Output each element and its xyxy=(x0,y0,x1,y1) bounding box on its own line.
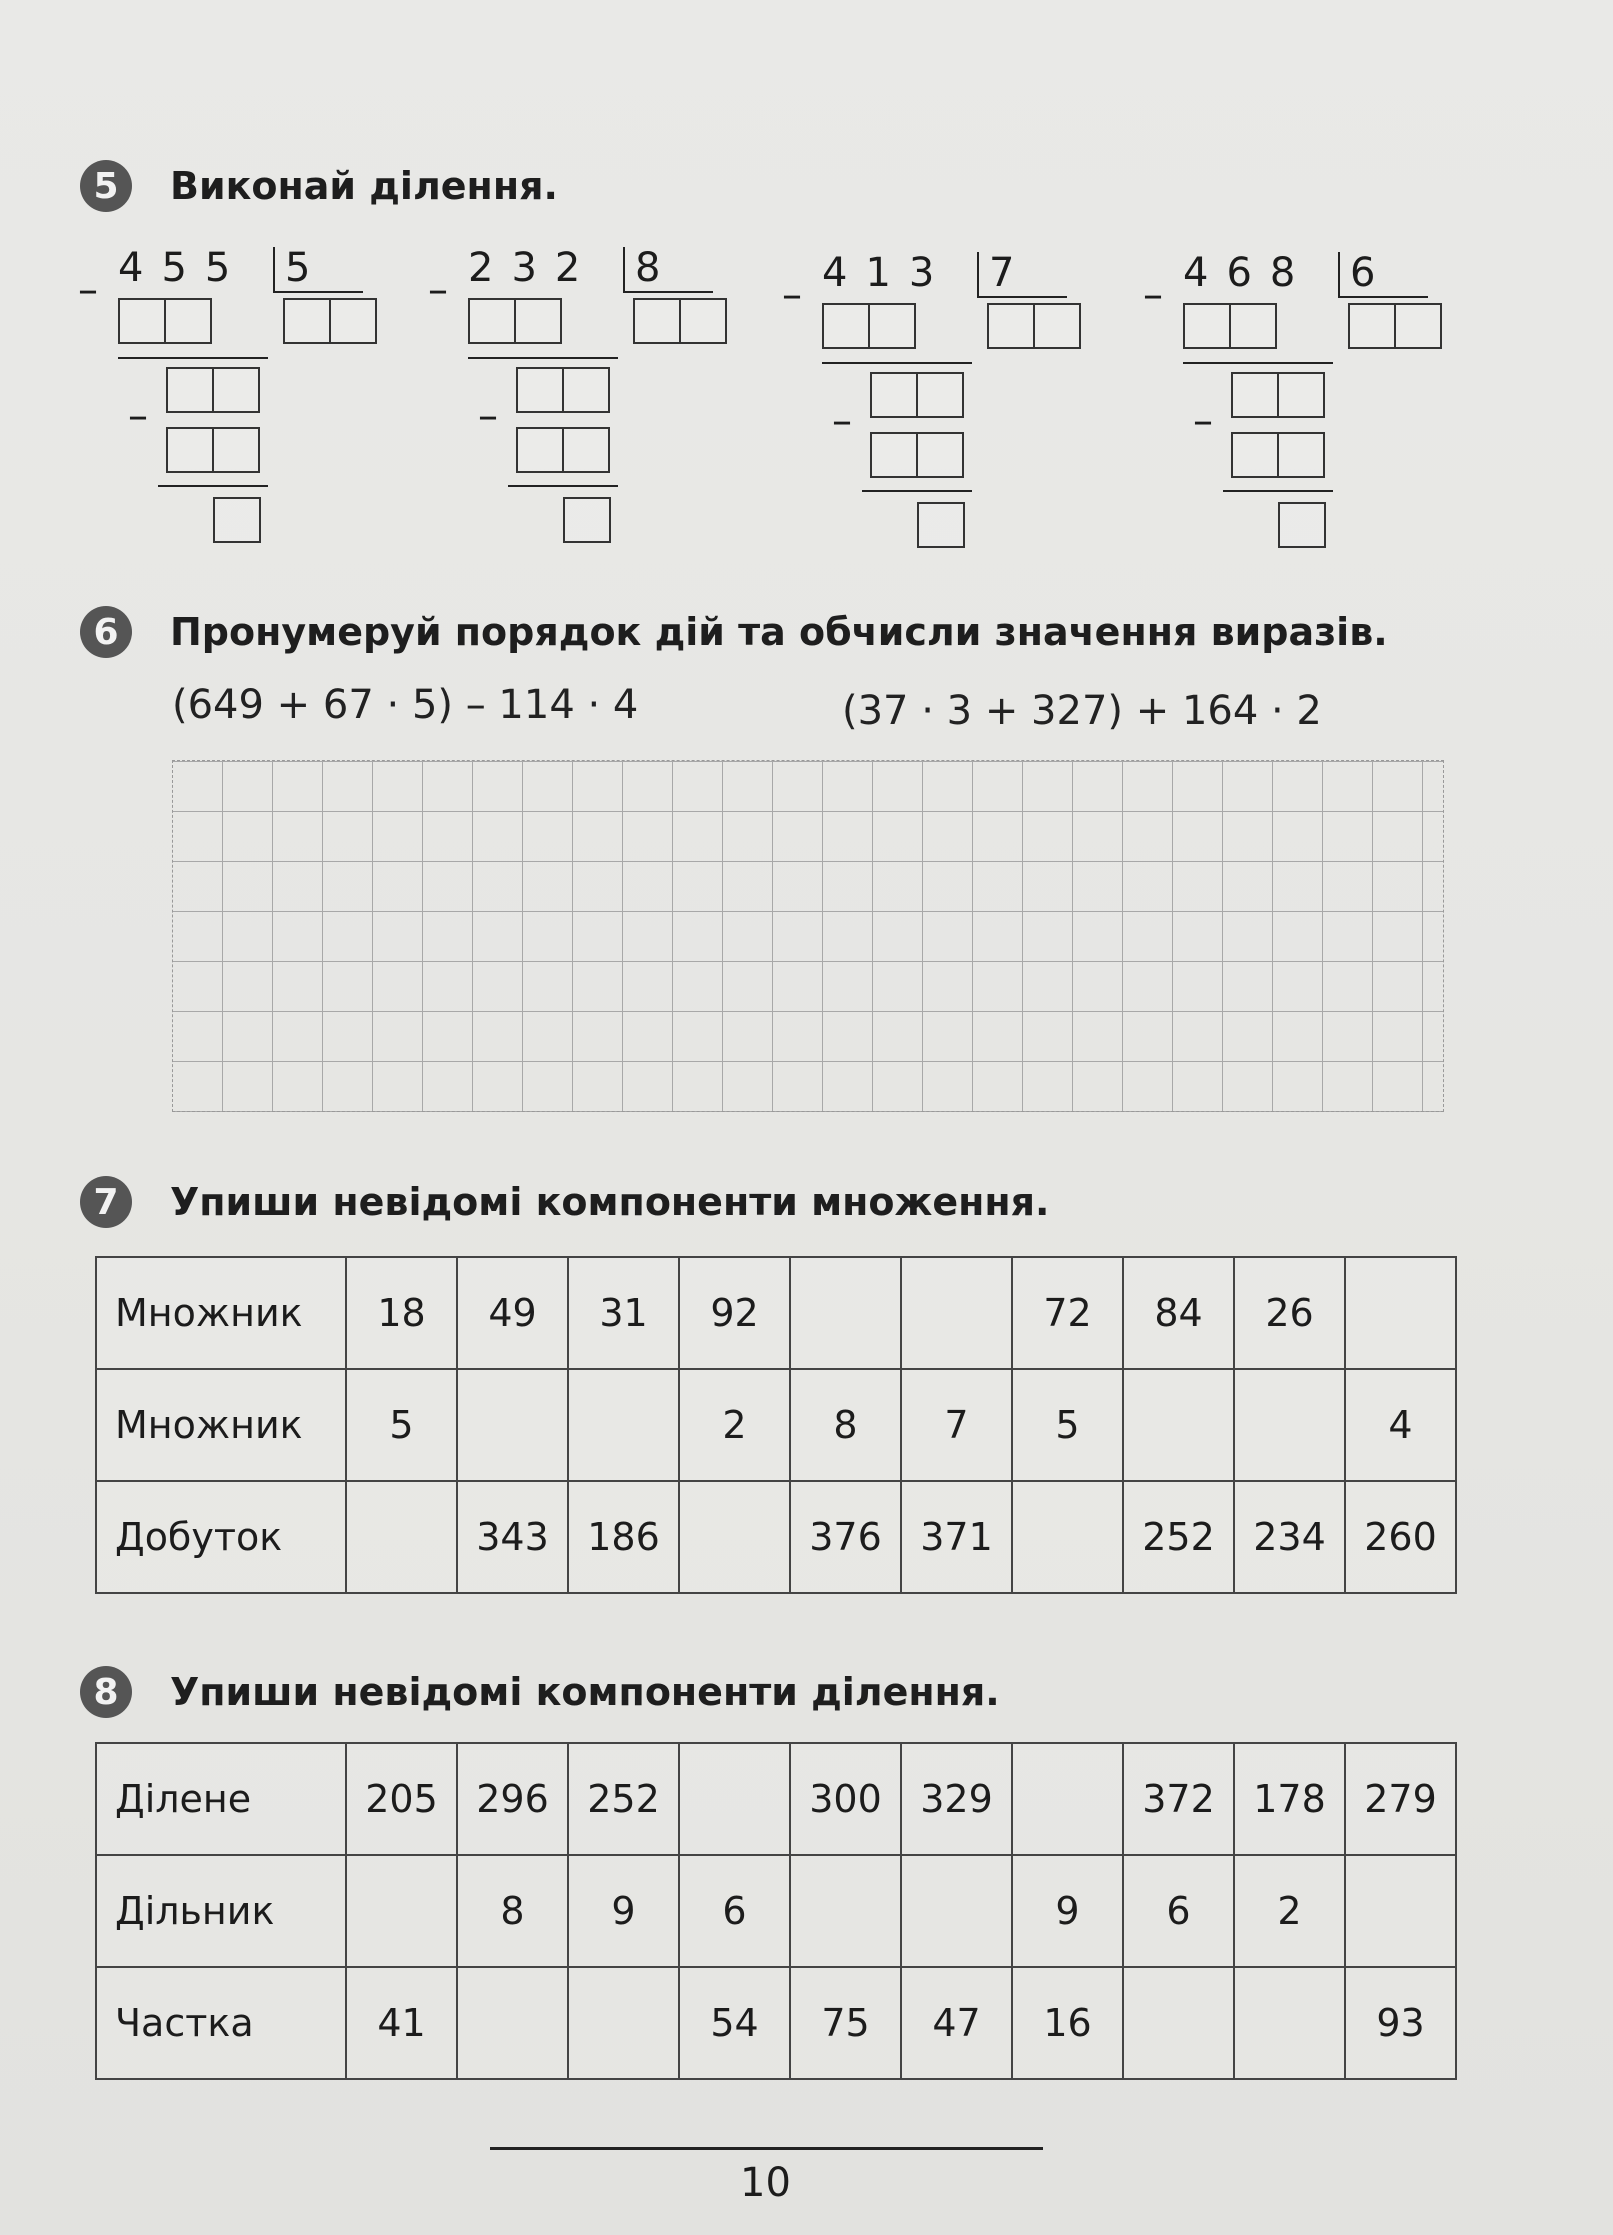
remainder-cells xyxy=(166,367,260,413)
answer-cell[interactable] xyxy=(633,298,681,344)
empty-answer-cell[interactable] xyxy=(679,1481,790,1593)
table-row xyxy=(96,1967,1456,2079)
value-cell: 7 xyxy=(901,1369,1012,1481)
value-cell: 205 xyxy=(346,1743,457,1855)
value-cell: 300 xyxy=(790,1743,901,1855)
empty-answer-cell[interactable] xyxy=(346,1855,457,1967)
division-bar xyxy=(273,247,275,291)
minus-sign: – xyxy=(782,272,802,318)
footer-divider xyxy=(490,2147,1043,2150)
task-number-badge: 8 xyxy=(80,1666,132,1718)
value-cell: 252 xyxy=(568,1743,679,1855)
division-bar xyxy=(623,247,625,291)
value-cell: 18 xyxy=(346,1257,457,1369)
value-cell: 371 xyxy=(901,1481,1012,1593)
remainder-cells xyxy=(516,367,610,413)
value-cell: 49 xyxy=(457,1257,568,1369)
empty-answer-cell[interactable] xyxy=(1123,1369,1234,1481)
answer-cell[interactable] xyxy=(917,502,965,548)
task-title: Упиши невідомі компоненти множення. xyxy=(170,1180,1050,1224)
long-division-problem xyxy=(428,245,758,575)
subtraction-line xyxy=(508,485,618,487)
answer-cell[interactable] xyxy=(283,298,331,344)
subtraction-line xyxy=(862,490,972,492)
answer-cell[interactable] xyxy=(164,298,212,344)
long-division-problem xyxy=(1143,250,1473,580)
expression-2: (37 · 3 + 327) + 164 · 2 xyxy=(842,688,1322,734)
value-cell: 9 xyxy=(568,1855,679,1967)
row-label: Дільник xyxy=(96,1855,346,1967)
divisor-underline xyxy=(273,291,363,293)
empty-answer-cell[interactable] xyxy=(679,1743,790,1855)
answer-cell[interactable] xyxy=(822,303,870,349)
empty-answer-cell[interactable] xyxy=(457,1369,568,1481)
multiplication-table xyxy=(95,1256,1457,1594)
answer-cell[interactable] xyxy=(1277,372,1325,418)
empty-answer-cell[interactable] xyxy=(1012,1743,1123,1855)
divisor: 8 xyxy=(635,245,661,291)
value-cell: 372 xyxy=(1123,1743,1234,1855)
quotient-cells xyxy=(283,298,377,344)
expression-1: (649 + 67 · 5) – 114 · 4 xyxy=(172,682,639,728)
divisor-underline xyxy=(977,296,1067,298)
empty-answer-cell[interactable] xyxy=(1234,1369,1345,1481)
row-label: Ділене xyxy=(96,1743,346,1855)
subtrahend-cells xyxy=(1183,303,1277,349)
answer-cell[interactable] xyxy=(562,367,610,413)
minus-sign: – xyxy=(78,267,98,313)
answer-cell[interactable] xyxy=(916,372,964,418)
subtrahend-cells xyxy=(468,298,562,344)
empty-answer-cell[interactable] xyxy=(1345,1855,1456,1967)
value-cell: 5 xyxy=(346,1369,457,1481)
value-cell: 2 xyxy=(1234,1855,1345,1967)
value-cell: 92 xyxy=(679,1257,790,1369)
table-row xyxy=(96,1481,1456,1593)
quotient-cells xyxy=(1348,303,1442,349)
answer-cell[interactable] xyxy=(516,367,564,413)
answer-cell[interactable] xyxy=(987,303,1035,349)
value-cell: 16 xyxy=(1012,1967,1123,2079)
divisor: 7 xyxy=(989,250,1015,296)
value-cell: 47 xyxy=(901,1967,1012,2079)
value-cell: 84 xyxy=(1123,1257,1234,1369)
value-cell: 54 xyxy=(679,1967,790,2079)
dividend: 232 xyxy=(468,245,599,291)
answer-cell[interactable] xyxy=(329,298,377,344)
value-cell: 75 xyxy=(790,1967,901,2079)
subtraction-line xyxy=(158,485,268,487)
value-cell: 93 xyxy=(1345,1967,1456,2079)
answer-cell[interactable] xyxy=(166,427,214,473)
value-cell: 72 xyxy=(1012,1257,1123,1369)
remainder-cells xyxy=(1231,372,1325,418)
final-remainder-cell xyxy=(563,497,611,543)
row-label: Частка xyxy=(96,1967,346,2079)
value-cell: 6 xyxy=(1123,1855,1234,1967)
table-row xyxy=(96,1743,1456,1855)
answer-cell[interactable] xyxy=(1033,303,1081,349)
page-number: 10 xyxy=(740,2160,791,2206)
subtraction-line xyxy=(1223,490,1333,492)
value-cell: 26 xyxy=(1234,1257,1345,1369)
value-cell: 178 xyxy=(1234,1743,1345,1855)
subtrahend-cells xyxy=(166,427,260,473)
division-table xyxy=(95,1742,1457,2080)
task-5-header xyxy=(80,160,558,212)
value-cell: 234 xyxy=(1234,1481,1345,1593)
answer-cell[interactable] xyxy=(118,298,166,344)
value-cell: 2 xyxy=(679,1369,790,1481)
value-cell: 9 xyxy=(1012,1855,1123,1967)
empty-answer-cell[interactable] xyxy=(1234,1967,1345,2079)
divisor-underline xyxy=(623,291,713,293)
value-cell: 5 xyxy=(1012,1369,1123,1481)
empty-answer-cell[interactable] xyxy=(1123,1967,1234,2079)
answer-cell[interactable] xyxy=(212,427,260,473)
minus-sign: – xyxy=(128,393,148,439)
value-cell: 8 xyxy=(457,1855,568,1967)
answer-cell[interactable] xyxy=(1231,432,1279,478)
answer-cell[interactable] xyxy=(563,497,611,543)
task-number-badge: 6 xyxy=(80,606,132,658)
answer-cell[interactable] xyxy=(468,298,516,344)
minus-sign: – xyxy=(832,398,852,444)
value-cell: 8 xyxy=(790,1369,901,1481)
subtrahend-cells xyxy=(822,303,916,349)
empty-answer-cell[interactable] xyxy=(1012,1481,1123,1593)
task-title: Пронумеруй порядок дій та обчисли значення виразів. xyxy=(170,610,1388,654)
minus-sign: – xyxy=(1193,398,1213,444)
answer-cell[interactable] xyxy=(213,497,261,543)
answer-cell[interactable] xyxy=(1394,303,1442,349)
answer-cell[interactable] xyxy=(516,427,564,473)
long-division-problem xyxy=(78,245,408,575)
subtraction-line xyxy=(822,362,972,364)
subtrahend-cells xyxy=(870,432,964,478)
division-bar xyxy=(977,252,979,296)
empty-answer-cell[interactable] xyxy=(790,1257,901,1369)
task-7-header xyxy=(80,1176,1049,1228)
answer-cell[interactable] xyxy=(679,298,727,344)
task-6-header xyxy=(80,606,1388,658)
value-cell: 31 xyxy=(568,1257,679,1369)
subtrahend-cells xyxy=(1231,432,1325,478)
value-cell: 186 xyxy=(568,1481,679,1593)
answer-cell[interactable] xyxy=(1183,303,1231,349)
subtrahend-cells xyxy=(118,298,212,344)
quotient-cells xyxy=(987,303,1081,349)
answer-cell[interactable] xyxy=(1229,303,1277,349)
empty-answer-cell[interactable] xyxy=(568,1967,679,2079)
value-cell: 6 xyxy=(679,1855,790,1967)
row-label: Множник xyxy=(96,1369,346,1481)
answer-cell[interactable] xyxy=(514,298,562,344)
value-cell: 329 xyxy=(901,1743,1012,1855)
task-number-badge: 7 xyxy=(80,1176,132,1228)
quotient-cells xyxy=(633,298,727,344)
calculation-grid[interactable] xyxy=(172,760,1444,1112)
table-row xyxy=(96,1369,1456,1481)
answer-cell[interactable] xyxy=(1231,372,1279,418)
value-cell: 260 xyxy=(1345,1481,1456,1593)
answer-cell[interactable] xyxy=(1348,303,1396,349)
empty-answer-cell[interactable] xyxy=(457,1967,568,2079)
answer-cell[interactable] xyxy=(1278,502,1326,548)
empty-answer-cell[interactable] xyxy=(1345,1257,1456,1369)
division-bar xyxy=(1338,252,1340,296)
subtraction-line xyxy=(1183,362,1333,364)
remainder-cells xyxy=(870,372,964,418)
value-cell: 4 xyxy=(1345,1369,1456,1481)
empty-answer-cell[interactable] xyxy=(901,1257,1012,1369)
row-label: Множник xyxy=(96,1257,346,1369)
answer-cell[interactable] xyxy=(916,432,964,478)
minus-sign: – xyxy=(1143,272,1163,318)
subtraction-line xyxy=(468,357,618,359)
answer-cell[interactable] xyxy=(166,367,214,413)
final-remainder-cell xyxy=(1278,502,1326,548)
value-cell: 41 xyxy=(346,1967,457,2079)
long-division-problem xyxy=(782,250,1112,580)
table-row xyxy=(96,1855,1456,1967)
value-cell: 343 xyxy=(457,1481,568,1593)
value-cell: 252 xyxy=(1123,1481,1234,1593)
subtraction-line xyxy=(118,357,268,359)
table-row xyxy=(96,1257,1456,1369)
minus-sign: – xyxy=(428,267,448,313)
dividend: 468 xyxy=(1183,250,1314,296)
answer-cell[interactable] xyxy=(212,367,260,413)
answer-cell[interactable] xyxy=(870,372,918,418)
final-remainder-cell xyxy=(213,497,261,543)
empty-answer-cell[interactable] xyxy=(346,1481,457,1593)
empty-answer-cell[interactable] xyxy=(901,1855,1012,1967)
dividend: 413 xyxy=(822,250,953,296)
row-label: Добуток xyxy=(96,1481,346,1593)
task-number-badge: 5 xyxy=(80,160,132,212)
value-cell: 376 xyxy=(790,1481,901,1593)
dividend: 455 xyxy=(118,245,249,291)
value-cell: 279 xyxy=(1345,1743,1456,1855)
divisor: 5 xyxy=(285,245,311,291)
task-title: Упиши невідомі компоненти ділення. xyxy=(170,1670,1000,1714)
divisor: 6 xyxy=(1350,250,1376,296)
empty-answer-cell[interactable] xyxy=(790,1855,901,1967)
final-remainder-cell xyxy=(917,502,965,548)
value-cell: 296 xyxy=(457,1743,568,1855)
task-title: Виконай ділення. xyxy=(170,164,558,208)
task-8-header xyxy=(80,1666,1000,1718)
answer-cell[interactable] xyxy=(870,432,918,478)
subtrahend-cells xyxy=(516,427,610,473)
minus-sign: – xyxy=(478,393,498,439)
answer-cell[interactable] xyxy=(562,427,610,473)
empty-answer-cell[interactable] xyxy=(568,1369,679,1481)
answer-cell[interactable] xyxy=(868,303,916,349)
divisor-underline xyxy=(1338,296,1428,298)
answer-cell[interactable] xyxy=(1277,432,1325,478)
